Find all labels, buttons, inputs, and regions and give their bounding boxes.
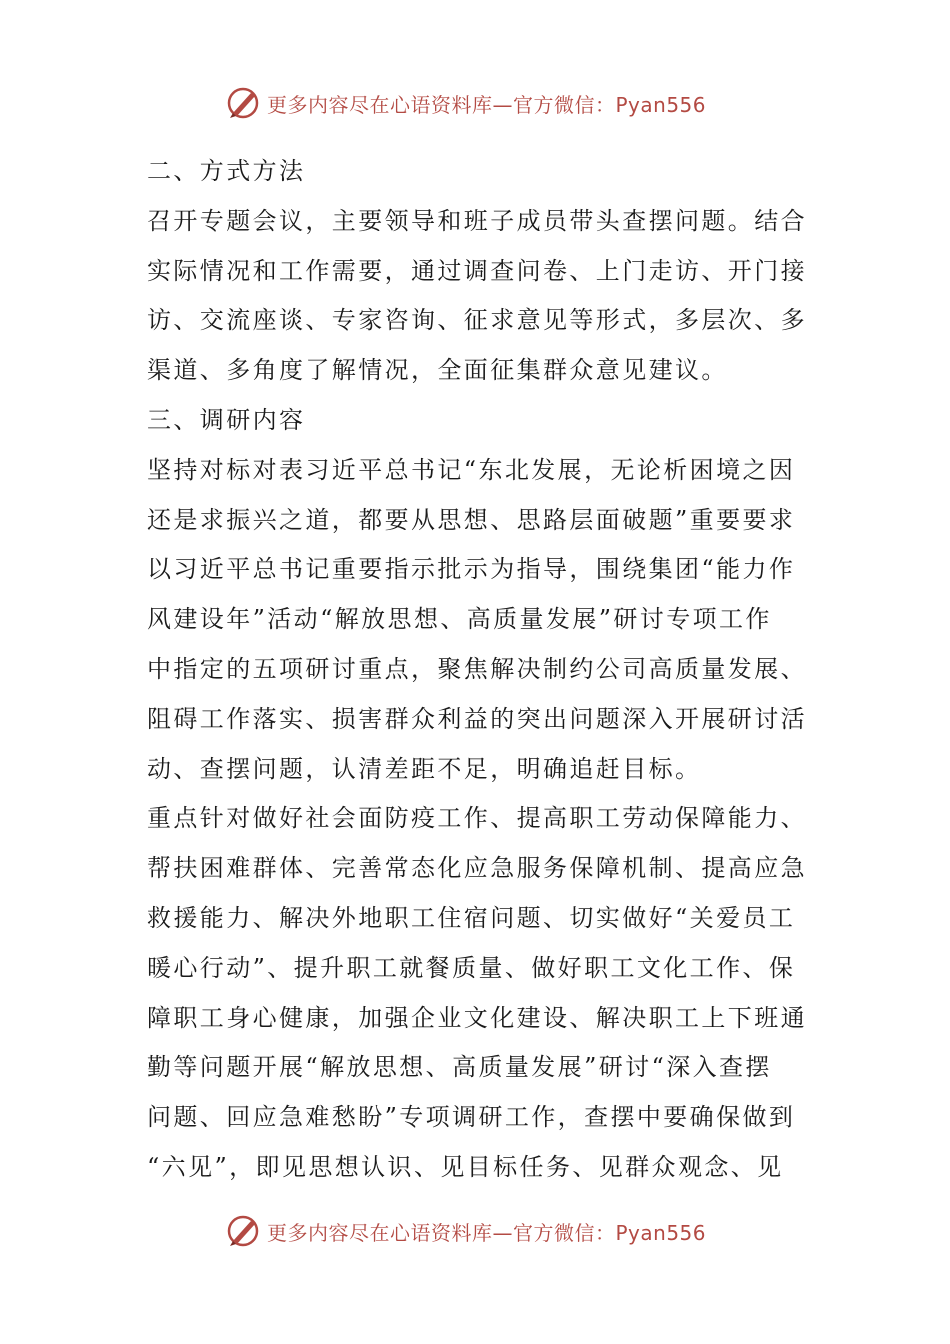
text-line: 召开专题会议，主要领导和班子成员带头查摆问题。结合 xyxy=(147,206,807,235)
text-line: 以习近平总书记重要指示批示为指导，围绕集团“能力作 xyxy=(147,555,796,584)
document-body xyxy=(147,147,807,1193)
text-line: “六见”，即见思想认识、见目标任务、见群众观念、见 xyxy=(147,1152,784,1181)
text-line: 重点针对做好社会面防疫工作、提高职工劳动保障能力、 xyxy=(147,804,807,833)
text-line: 阻碍工作落实、损害群众利益的突出问题深入开展研讨活 xyxy=(147,704,807,733)
section-heading: 二、方式方法 xyxy=(147,157,306,185)
text-line: 帮扶困难群体、完善常态化应急服务保障机制、提高应急 xyxy=(147,854,807,883)
text-line: 勤等问题开展“解放思想、高质量发展”研讨“深入查摆 xyxy=(147,1053,772,1082)
text-line: 坚持对标对表习近平总书记“东北发展，无论析困境之因 xyxy=(147,455,796,484)
header-banner-text: 更多内容尽在心语资料库—官方微信：Pyan556 xyxy=(267,92,707,117)
pen-in-circle-icon xyxy=(225,1213,261,1249)
footer-banner xyxy=(225,1211,706,1251)
text-line: 障职工身心健康，加强企业文化建设、解决职工上下班通 xyxy=(147,1003,807,1032)
text-line: 实际情况和工作需要，通过调查问卷、上门走访、开门接 xyxy=(147,256,807,285)
text-line: 风建设年”活动“解放思想、高质量发展”研讨专项工作 xyxy=(147,605,772,634)
text-line: 动、查摆问题，认清差距不足，明确追赶目标。 xyxy=(147,754,702,783)
text-line: 访、交流座谈、专家咨询、征求意见等形式，多层次、多 xyxy=(147,306,807,335)
section-heading: 三、调研内容 xyxy=(147,405,306,434)
text-line: 救援能力、解决外地职工住宿问题、切实做好“关爱员工 xyxy=(147,903,796,932)
text-line: 中指定的五项研讨重点，聚焦解决制约公司高质量发展、 xyxy=(147,654,807,683)
header-banner xyxy=(225,83,706,123)
text-line: 问题、回应急难愁盼”专项调研工作，查摆中要确保做到 xyxy=(147,1103,796,1132)
footer-banner-text: 更多内容尽在心语资料库—官方微信：Pyan556 xyxy=(267,1220,707,1245)
text-line: 渠道、多角度了解情况，全面征集群众意见建议。 xyxy=(147,356,728,385)
text-line: 暖心行动”、提升职工就餐质量、做好职工文化工作、保 xyxy=(147,953,796,982)
pen-in-circle-icon xyxy=(225,85,261,121)
text-line: 还是求振兴之道，都要从思想、思路层面破题”重要要求 xyxy=(147,505,796,534)
